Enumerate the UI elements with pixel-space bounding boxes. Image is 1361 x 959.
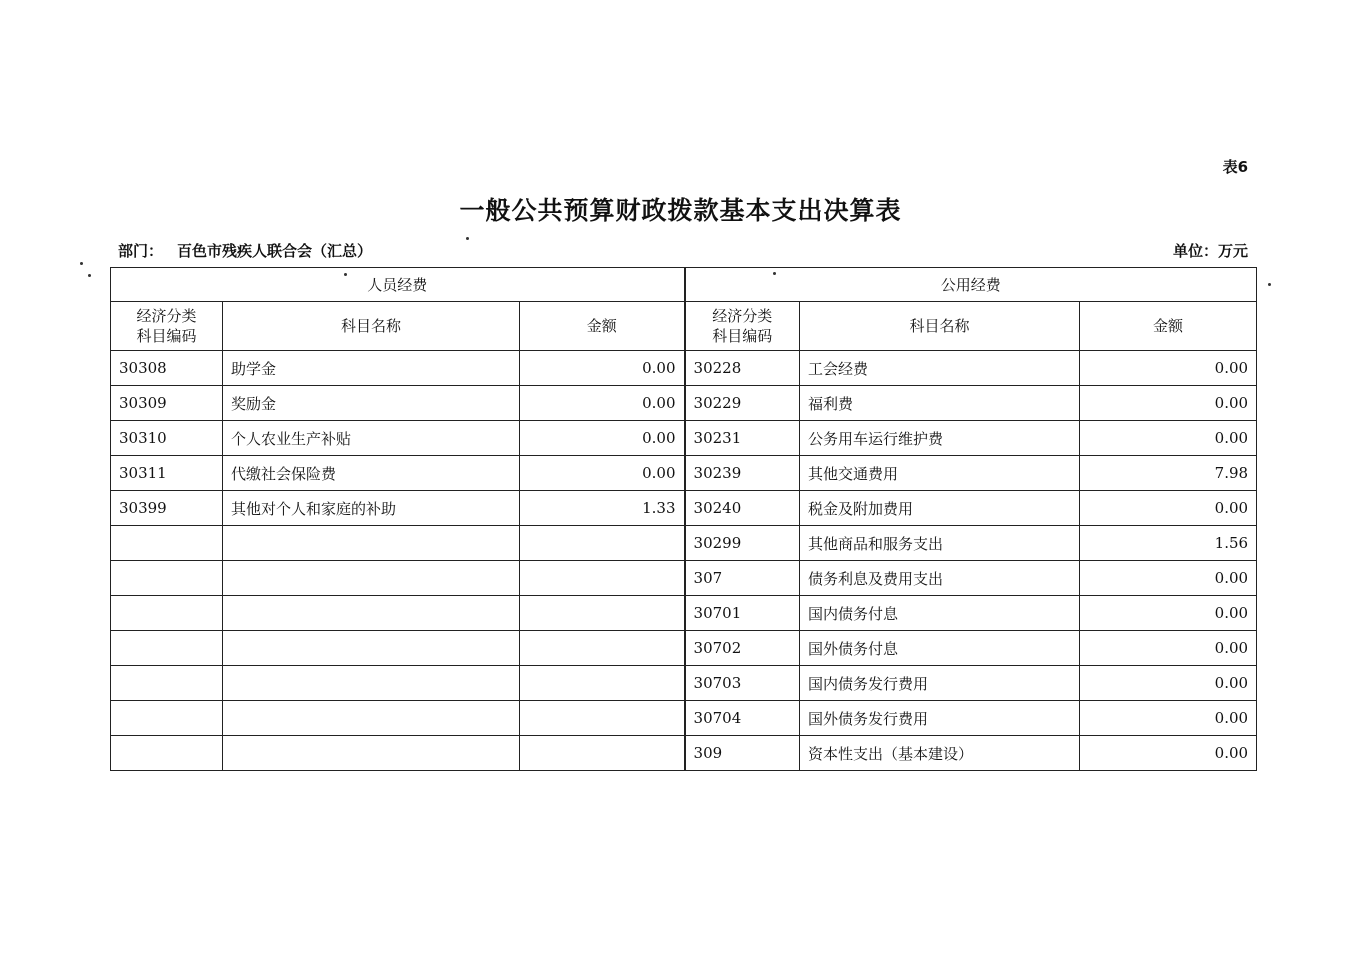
department-name: 百色市残疾人联合会（汇总）: [177, 242, 373, 260]
personnel-name-header: 科目名称: [223, 302, 520, 351]
department-line: [118, 240, 386, 261]
personnel-amount: 0.00: [520, 421, 685, 456]
table-row: [111, 421, 1257, 456]
section-header-row: [111, 268, 1257, 302]
public-code: 30228: [685, 351, 800, 386]
public-amount: 0.00: [1080, 386, 1257, 421]
public-code: 30701: [685, 596, 800, 631]
personnel-code: [111, 701, 223, 736]
public-item-name: 国内债务发行费用: [800, 666, 1080, 701]
public-name-header: 科目名称: [800, 302, 1080, 351]
table-row: [111, 526, 1257, 561]
personnel-code: [111, 736, 223, 771]
table-row: [111, 561, 1257, 596]
personnel-amount: [520, 666, 685, 701]
personnel-item-name: 其他对个人和家庭的补助: [223, 491, 520, 526]
public-amount: 7.98: [1080, 456, 1257, 491]
personnel-amount: 0.00: [520, 386, 685, 421]
personnel-code: 30311: [111, 456, 223, 491]
public-item-name: 债务利息及费用支出: [800, 561, 1080, 596]
table-number: 表6: [1222, 158, 1248, 176]
unit-label: 单位：万元: [1172, 242, 1248, 260]
personnel-amount: 1.33: [520, 491, 685, 526]
personnel-item-name: 奖励金: [223, 386, 520, 421]
personnel-amount: [520, 526, 685, 561]
public-amount: 0.00: [1080, 631, 1257, 666]
personnel-amount: 0.00: [520, 351, 685, 386]
public-item-name: 其他交通费用: [800, 456, 1080, 491]
table-row: [111, 631, 1257, 666]
department-label: 部门：: [118, 242, 164, 260]
table-row: [111, 736, 1257, 771]
personnel-item-name: 个人农业生产补贴: [223, 421, 520, 456]
personnel-item-name: [223, 596, 520, 631]
personnel-amount: [520, 631, 685, 666]
public-item-name: 国外债务发行费用: [800, 701, 1080, 736]
scan-speck: [1268, 283, 1271, 286]
public-section-header: 公用经费: [685, 268, 1257, 302]
personnel-item-name: [223, 736, 520, 771]
public-amount: 0.00: [1080, 421, 1257, 456]
public-item-name: 资本性支出（基本建设）: [800, 736, 1080, 771]
personnel-item-name: [223, 701, 520, 736]
scan-speck: [80, 262, 83, 265]
table-row: [111, 351, 1257, 386]
table-row: [111, 666, 1257, 701]
scan-speck: [466, 237, 469, 240]
public-code: 30240: [685, 491, 800, 526]
personnel-code: [111, 561, 223, 596]
public-amount: 0.00: [1080, 666, 1257, 701]
personnel-item-name: [223, 526, 520, 561]
personnel-code: [111, 596, 223, 631]
public-amount: 0.00: [1080, 736, 1257, 771]
personnel-code: 30309: [111, 386, 223, 421]
personnel-item-name: [223, 666, 520, 701]
personnel-code: 30399: [111, 491, 223, 526]
personnel-code: [111, 631, 223, 666]
public-item-name: 国内债务付息: [800, 596, 1080, 631]
public-item-name: 福利费: [800, 386, 1080, 421]
personnel-code: 30310: [111, 421, 223, 456]
public-amount: 1.56: [1080, 526, 1257, 561]
public-amount: 0.00: [1080, 701, 1257, 736]
personnel-amount: [520, 561, 685, 596]
public-item-name: 税金及附加费用: [800, 491, 1080, 526]
column-header-row: [111, 302, 1257, 351]
public-code-header: 经济分类 科目编码: [685, 302, 800, 351]
personnel-code-header: 经济分类 科目编码: [111, 302, 223, 351]
personnel-item-name: [223, 631, 520, 666]
public-code: 30239: [685, 456, 800, 491]
personnel-section-header: 人员经费: [111, 268, 685, 302]
table-row: [111, 491, 1257, 526]
table-row: [111, 701, 1257, 736]
personnel-amount: [520, 596, 685, 631]
personnel-amount: 0.00: [520, 456, 685, 491]
public-code: 30702: [685, 631, 800, 666]
public-code: 30704: [685, 701, 800, 736]
public-item-name: 工会经费: [800, 351, 1080, 386]
table-body: [111, 351, 1257, 771]
expenditure-table: [110, 267, 1257, 771]
personnel-item-name: [223, 561, 520, 596]
public-code: 309: [685, 736, 800, 771]
table-row: [111, 386, 1257, 421]
public-amount: 0.00: [1080, 491, 1257, 526]
page-title: 一般公共预算财政拨款基本支出决算表: [459, 196, 902, 225]
public-item-name: 国外债务付息: [800, 631, 1080, 666]
public-code: 30299: [685, 526, 800, 561]
personnel-amount-header: 金额: [520, 302, 685, 351]
personnel-amount: [520, 736, 685, 771]
scan-speck: [88, 274, 91, 277]
personnel-code: [111, 526, 223, 561]
public-code: 30703: [685, 666, 800, 701]
public-item-name: 其他商品和服务支出: [800, 526, 1080, 561]
public-amount: 0.00: [1080, 561, 1257, 596]
table-row: [111, 456, 1257, 491]
personnel-code: [111, 666, 223, 701]
personnel-item-name: 代缴社会保险费: [223, 456, 520, 491]
table-row: [111, 596, 1257, 631]
public-amount: 0.00: [1080, 596, 1257, 631]
public-amount-header: 金额: [1080, 302, 1257, 351]
public-code: 307: [685, 561, 800, 596]
personnel-amount: [520, 701, 685, 736]
public-code: 30229: [685, 386, 800, 421]
personnel-item-name: 助学金: [223, 351, 520, 386]
public-amount: 0.00: [1080, 351, 1257, 386]
public-code: 30231: [685, 421, 800, 456]
public-item-name: 公务用车运行维护费: [800, 421, 1080, 456]
personnel-code: 30308: [111, 351, 223, 386]
